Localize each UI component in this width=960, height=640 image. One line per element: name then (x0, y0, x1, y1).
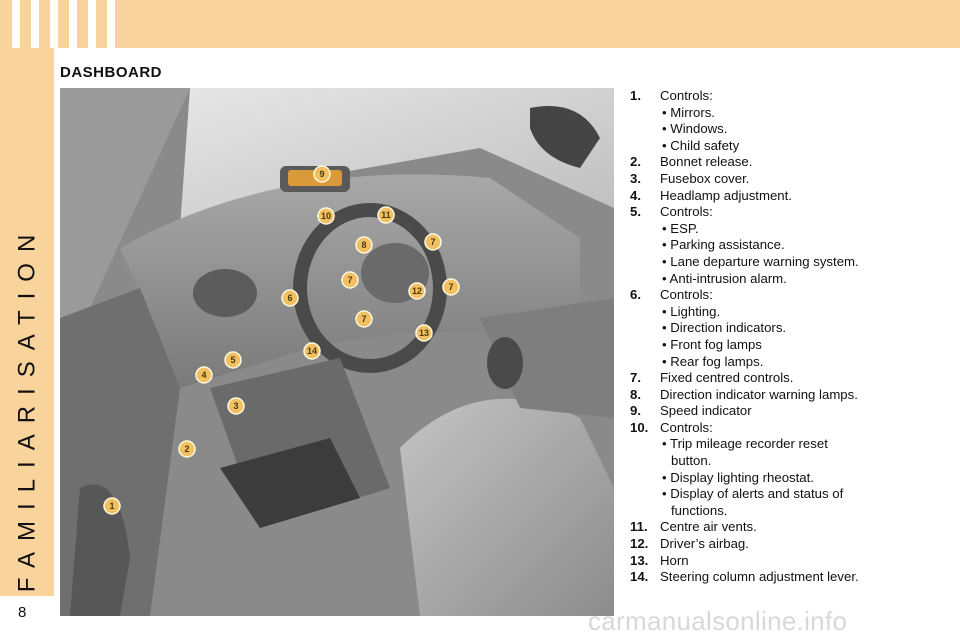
callout-label: 3 (233, 401, 239, 411)
callout-label: 10 (320, 211, 332, 221)
legend-item (630, 188, 950, 205)
gear-lever (487, 337, 523, 389)
legend-number: 12. (630, 536, 649, 552)
legend-item (630, 204, 950, 221)
legend-number: 11. (630, 519, 648, 535)
legend-item (630, 387, 950, 404)
legend-subitem: • Display lighting rheostat. (662, 469, 814, 485)
legend-item (630, 519, 950, 536)
legend-subitem: • ESP. (662, 220, 699, 236)
legend-text: Controls: (660, 287, 713, 303)
left-air-vent (193, 269, 257, 317)
legend-subitem: • Front fog lamps (662, 336, 762, 352)
legend-item (630, 287, 950, 304)
callout-7 (356, 311, 372, 327)
legend-text: Controls: (660, 204, 713, 220)
callout-label: 12 (411, 286, 423, 296)
legend-subitem: • Lane departure warning system. (662, 253, 859, 269)
callout-8 (356, 237, 372, 253)
callout-7 (425, 234, 441, 250)
callout-label: 7 (448, 282, 454, 292)
legend-number: 13. (630, 552, 649, 568)
legend-number: 1. (630, 88, 641, 103)
sidebar-label-text: FAMILIARISATION (13, 223, 40, 593)
legend-number: 14. (630, 569, 649, 585)
legend-subitem: • Parking assistance. (662, 237, 785, 253)
callout-label: 8 (361, 240, 367, 250)
watermark: carmanualsonline.info (588, 606, 848, 636)
dashboard-drawing (60, 88, 614, 616)
page-number: 8 (18, 604, 27, 621)
legend-subitem-continued: button. (671, 453, 712, 469)
legend-item (630, 171, 950, 188)
legend-text: Controls: (660, 419, 713, 435)
page-title: DASHBOARD (60, 64, 162, 81)
legend-subitem: • Direction indicators. (662, 320, 787, 336)
header-band (0, 0, 960, 48)
legend-text: Horn (660, 552, 689, 568)
callout-5 (225, 352, 241, 368)
legend-text: Fixed centred controls. (660, 370, 794, 386)
legend-subitem: • Trip mileage recorder reset (662, 436, 828, 452)
legend-item (630, 154, 950, 171)
header-stripe (50, 0, 58, 48)
callout-9 (314, 166, 330, 182)
callout-label: 7 (347, 275, 353, 285)
legend-text: Headlamp adjustment. (660, 187, 792, 203)
legend-number: 2. (630, 154, 641, 170)
legend-item (630, 536, 950, 553)
callout-label: 9 (319, 169, 325, 179)
legend-subitem: • Display of alerts and status of (662, 486, 844, 502)
callout-label: 5 (230, 355, 236, 365)
callout-3 (228, 398, 244, 414)
header-stripe (31, 0, 39, 48)
sidebar-section-label (7, 198, 47, 618)
callout-label: 7 (361, 314, 367, 324)
legend-text: Controls: (660, 88, 713, 103)
callout-label: 6 (287, 293, 293, 303)
callout-label: 7 (430, 237, 436, 247)
header-stripe (88, 0, 96, 48)
callout-label: 11 (381, 210, 391, 220)
header-stripe (107, 0, 115, 48)
legend-text: Centre air vents. (660, 519, 757, 535)
legend-subitem: • Lighting. (662, 303, 721, 319)
legend-text: Direction indicator warning lamps. (660, 386, 858, 402)
callout-label: 14 (306, 346, 318, 356)
legend-number: 9. (630, 403, 641, 419)
legend-number: 10. (630, 419, 649, 435)
component-legend (630, 88, 950, 586)
legend-item (630, 569, 950, 586)
callout-label: 1 (109, 501, 115, 511)
callout-11 (378, 207, 394, 223)
callout-4 (196, 367, 212, 383)
header-stripe (12, 0, 20, 48)
legend-subitem: • Child safety (662, 137, 740, 153)
legend-subitem: • Anti-intrusion alarm. (662, 270, 787, 286)
legend-subitem: • Windows. (662, 121, 728, 137)
legend-subitem: • Rear fog lamps. (662, 353, 764, 369)
legend-number: 4. (630, 187, 641, 203)
legend-number: 8. (630, 386, 641, 402)
legend-text: Fusebox cover. (660, 170, 750, 186)
callout-7 (342, 272, 358, 288)
legend-subitem-continued: functions. (671, 502, 728, 518)
callout-6 (282, 290, 298, 306)
legend-item (630, 88, 950, 105)
callout-2 (179, 441, 195, 457)
header-stripes (0, 0, 126, 48)
callout-12 (409, 283, 425, 299)
callout-7 (443, 279, 459, 295)
sidebar-band (0, 48, 54, 596)
dashboard-illustration (60, 88, 614, 616)
header-stripe (69, 0, 77, 48)
legend-number: 7. (630, 370, 641, 386)
legend-text: Driver’s airbag. (660, 536, 749, 552)
callout-14 (304, 343, 320, 359)
legend-number: 6. (630, 287, 641, 303)
legend-item (630, 553, 950, 570)
legend-text: Speed indicator (660, 403, 752, 419)
legend-text: Steering column adjustment lever. (660, 569, 859, 585)
callout-10 (318, 208, 334, 224)
callout-label: 13 (418, 328, 430, 338)
callout-13 (416, 325, 432, 341)
callout-label: 2 (184, 444, 190, 454)
legend-item (630, 403, 950, 420)
legend-item (630, 420, 950, 437)
legend-subitem: • Mirrors. (662, 104, 715, 120)
legend-number: 3. (630, 170, 641, 186)
callout-label: 4 (201, 370, 207, 380)
legend-number: 5. (630, 204, 641, 220)
legend-item (630, 370, 950, 387)
passenger-seat (400, 399, 614, 616)
legend-text: Bonnet release. (660, 154, 753, 170)
callout-1 (104, 498, 120, 514)
